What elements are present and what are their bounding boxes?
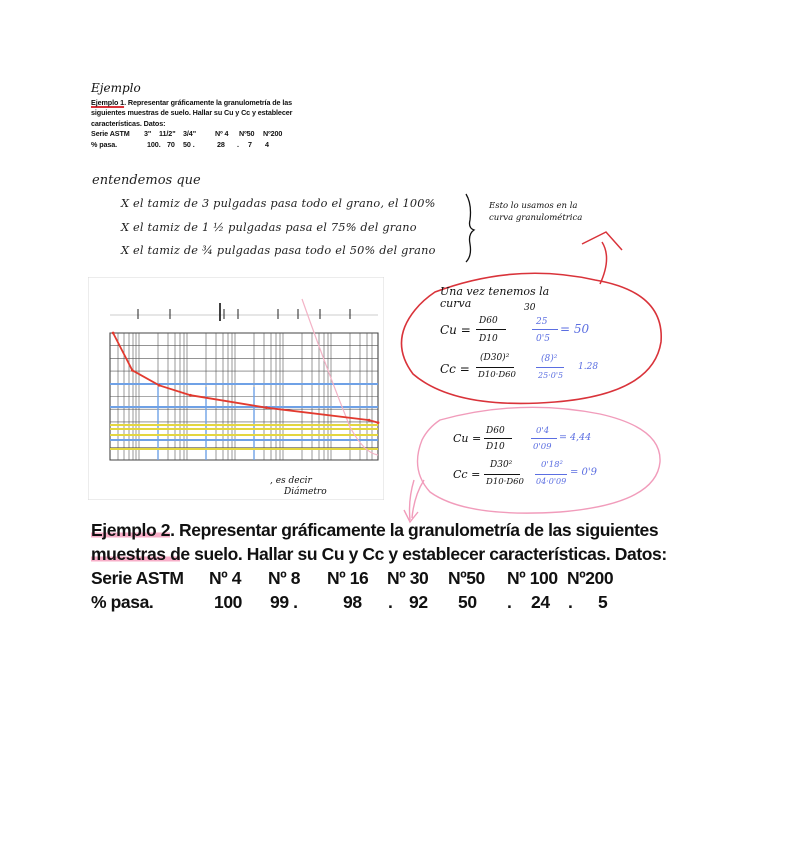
table-cell: Nº 30	[387, 568, 429, 588]
table-cell: 24	[531, 592, 550, 612]
table-cell: 11/2"	[159, 129, 176, 139]
granulometry-chart	[88, 277, 384, 500]
pink-cu-num: 0'4	[536, 426, 550, 436]
notes-heading: entendemos que	[92, 173, 201, 188]
table-cell: 99 .	[270, 592, 298, 612]
table-cell: 28	[217, 140, 225, 150]
chart-point	[158, 384, 161, 387]
example2-statement-line2	[91, 542, 667, 566]
chart-point	[377, 421, 380, 424]
table-cell: .	[568, 592, 573, 612]
note-line-1: X el tamiz de 3 pulgadas pasa todo el grano, el 100%	[121, 197, 436, 210]
pink-cu-lhs: Cu =	[453, 432, 482, 445]
table-cell: 50	[458, 592, 477, 612]
chart-point	[189, 394, 192, 397]
chart-caption-line1: , es decir	[270, 476, 312, 486]
chart-point	[112, 332, 115, 335]
example1-row-serie	[91, 129, 306, 140]
fraction-bar	[531, 438, 557, 439]
pink-cu-result: = 4,44	[559, 432, 592, 443]
chart-caption-line2: Diámetro	[284, 487, 327, 497]
example1-lead: Ejemplo 1	[91, 98, 125, 107]
example2-text-highlight: muestras d	[91, 544, 181, 564]
example1-row-pasa	[91, 140, 306, 151]
red-cc-num: (8)²	[541, 354, 558, 364]
table-cell: % pasa.	[91, 140, 118, 150]
table-cell: Nº200	[263, 129, 283, 139]
table-cell: 98	[343, 592, 362, 612]
example2-lead: Ejemplo 2	[91, 520, 171, 540]
fraction-bar	[476, 367, 514, 368]
red-bubble-line2: curva	[440, 297, 472, 310]
table-cell: Nº 8	[268, 568, 301, 588]
table-cell: Nº 16	[327, 568, 369, 588]
table-cell: Nº 100	[507, 568, 558, 588]
table-cell: 100	[214, 592, 242, 612]
chart-point	[368, 419, 371, 422]
fraction-bar	[532, 329, 558, 330]
example1-statement	[91, 98, 306, 129]
note-line-3: X el tamiz de ¾ pulgadas pasa todo el 50% del grano	[121, 244, 436, 257]
fraction-bar	[484, 474, 520, 475]
fraction-bar	[476, 329, 506, 330]
note-line-2: X el tamiz de 1 ½ pulgadas pasa el 75% del grano	[121, 221, 417, 234]
example2-text: . Representar gráficamente la granulometría de las siguientes	[170, 520, 659, 540]
table-cell: 7	[248, 140, 252, 150]
table-cell: 92	[409, 592, 428, 612]
example2-text: e suelo. Hallar su Cu y Cc y establecer características. Datos:	[180, 544, 667, 564]
red-cc-result: 1.28	[578, 362, 599, 372]
pink-cc-num: 0'18²	[541, 460, 563, 470]
red-cc-frac-num: (D30)²	[480, 353, 510, 363]
example2-block	[91, 518, 667, 614]
pink-cu-den: 0'09	[533, 442, 552, 452]
table-cell: 4	[265, 140, 269, 150]
table-cell: Nº 4	[209, 568, 242, 588]
pink-cc-result: = 0'9	[570, 467, 598, 478]
table-cell: % pasa.	[91, 592, 154, 612]
red-bubble-line1: Una vez tenemos la	[440, 285, 550, 298]
side-note: Esto lo usamos en la curva granulométrica	[489, 201, 583, 223]
example1-text: . Representar gráficamente la granulometría de las siguientes muestras de suelo. Hallar su Cu y Cc y establecer características. Datos:	[91, 98, 293, 128]
table-cell: Nº50	[448, 568, 485, 588]
handwritten-heading: Ejemplo	[91, 81, 141, 95]
table-cell: 100.	[147, 140, 161, 150]
table-cell: 3"	[144, 129, 152, 139]
pink-cc-den: 04·0'09	[536, 477, 567, 486]
table-cell: .	[507, 592, 512, 612]
pink-bubble-outline	[410, 400, 670, 520]
red-cc-frac-den: D10·D60	[478, 370, 516, 380]
red-cu-lhs: Cu =	[440, 323, 471, 337]
example2-row-pasa	[91, 590, 651, 614]
pink-cu-frac-den: D10	[486, 442, 505, 452]
red-cu-den: 0'5	[536, 334, 550, 344]
red-cu-num: 25	[536, 317, 548, 327]
table-cell: 5	[598, 592, 608, 612]
chart-point	[265, 406, 268, 409]
pink-cu-frac-num: D60	[486, 426, 505, 436]
table-cell: 3/4"	[183, 129, 196, 139]
red-cc-lhs: Cc =	[440, 362, 470, 376]
table-cell: Nº200	[567, 568, 614, 588]
chart-point	[131, 369, 134, 372]
pink-cc-lhs: Cc =	[453, 468, 481, 481]
table-cell: .	[388, 592, 393, 612]
fraction-bar	[535, 474, 567, 475]
example1-block	[91, 98, 306, 151]
table-cell: 70	[167, 140, 175, 150]
red-cu-frac-den: D10	[479, 334, 498, 344]
chart-svg	[88, 277, 384, 500]
fraction-bar	[536, 367, 564, 368]
pink-cc-frac-num: D30²	[490, 460, 513, 470]
red-cu-result: = 50	[560, 322, 590, 336]
red-cu-frac-num: D60	[479, 316, 498, 326]
pink-cc-frac-den: D10·D60	[486, 477, 524, 487]
example2-statement-line1	[91, 518, 659, 542]
table-cell: Serie ASTM	[91, 129, 130, 139]
table-cell: .	[237, 140, 239, 150]
example2-row-serie	[91, 566, 651, 590]
fraction-bar	[484, 438, 512, 439]
table-cell: Serie ASTM	[91, 568, 184, 588]
table-cell: Nº 4	[215, 129, 229, 139]
table-cell: Nº50	[239, 129, 255, 139]
brace-mark	[458, 190, 488, 265]
table-cell: 50 .	[183, 140, 195, 150]
red-bubble-d30: 30	[524, 303, 536, 313]
red-cc-den: 25·0'5	[538, 371, 564, 380]
